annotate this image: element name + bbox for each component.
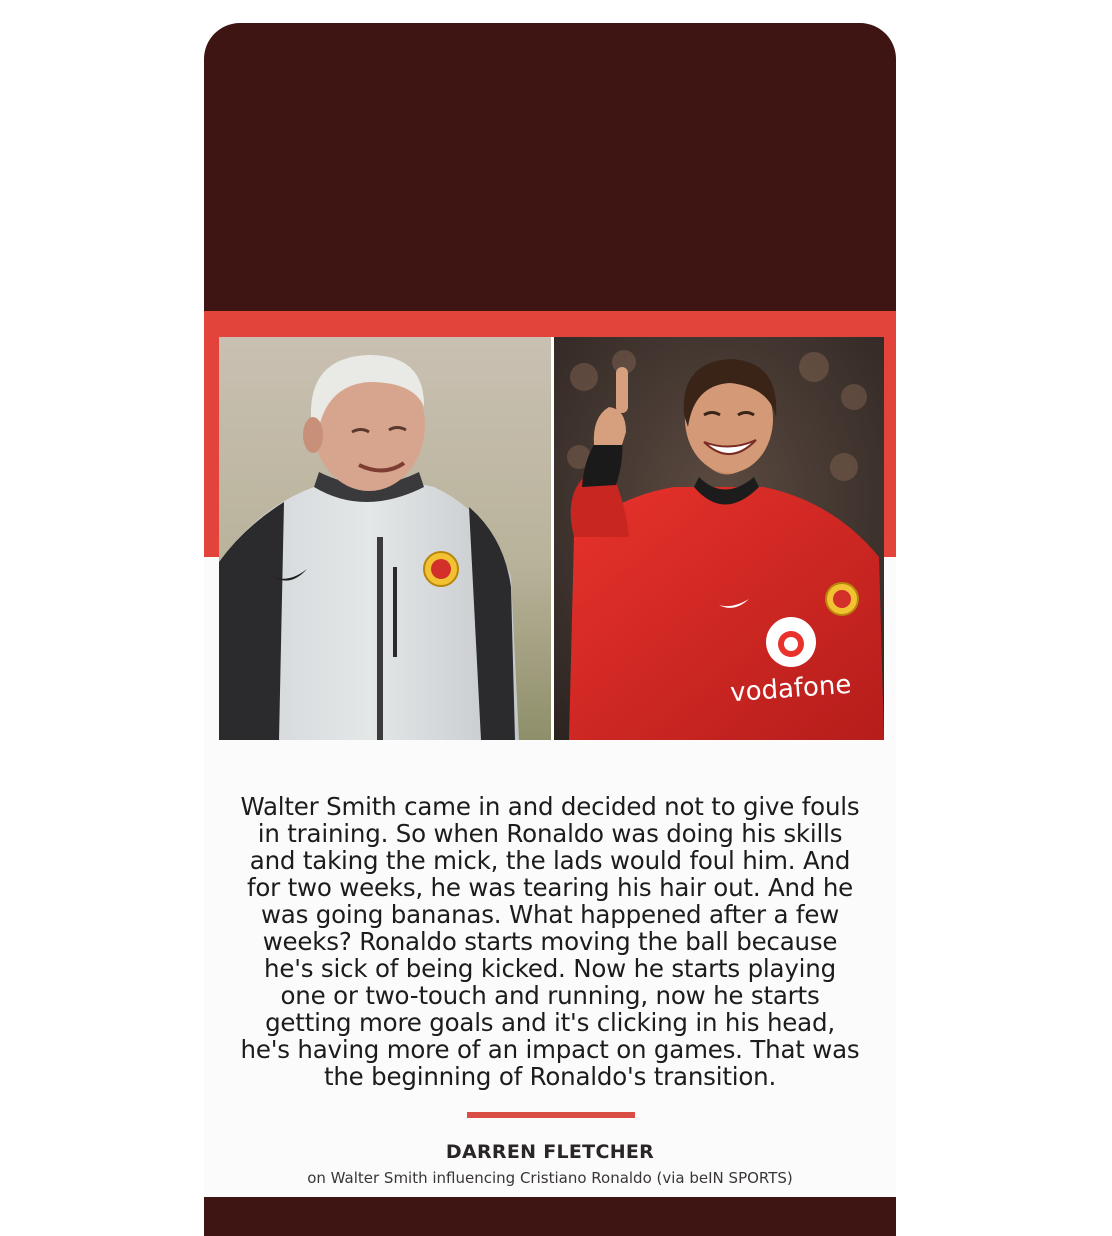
walter-smith-photo — [219, 337, 551, 740]
club-crest-icon — [826, 583, 858, 615]
bottom-color-band — [204, 1197, 896, 1236]
quote-divider — [467, 1112, 635, 1118]
quote-line: he's having more of an impact on games. That was — [240, 1035, 860, 1064]
svg-text:vodafone: vodafone — [729, 669, 853, 709]
quote-line: the beginning of Ronaldo's transition. — [323, 1062, 777, 1091]
quote-line: Walter Smith came in and decided not to give fouls — [240, 792, 860, 821]
quote-line: getting more goals and it's clicking in his head, — [265, 1008, 835, 1037]
author-name: DARREN FLETCHER — [445, 1141, 655, 1163]
quote-line: for two weeks, he was tearing his hair out. And he — [246, 873, 854, 902]
quote-line: was going bananas. What happened after a few — [260, 900, 840, 929]
quote-text — [220, 793, 880, 1090]
quote-line: in training. So when Ronaldo was doing his skills — [257, 819, 843, 848]
quote-line: weeks? Ronaldo starts moving the ball because — [262, 927, 838, 956]
quote-line: he's sick of being kicked. Now he starts playing — [264, 954, 836, 983]
source-caption: on Walter Smith influencing Cristiano Ronaldo (via beIN SPORTS) — [307, 1169, 793, 1187]
top-color-band — [204, 23, 896, 311]
club-crest-icon — [424, 552, 458, 586]
quote-line: one or two-touch and running, now he starts — [280, 981, 820, 1010]
cristiano-ronaldo-photo — [554, 337, 884, 740]
quote-card — [204, 23, 896, 1236]
photo-pair — [219, 337, 884, 740]
quote-line: and taking the mick, the lads would foul him. And — [249, 846, 851, 875]
